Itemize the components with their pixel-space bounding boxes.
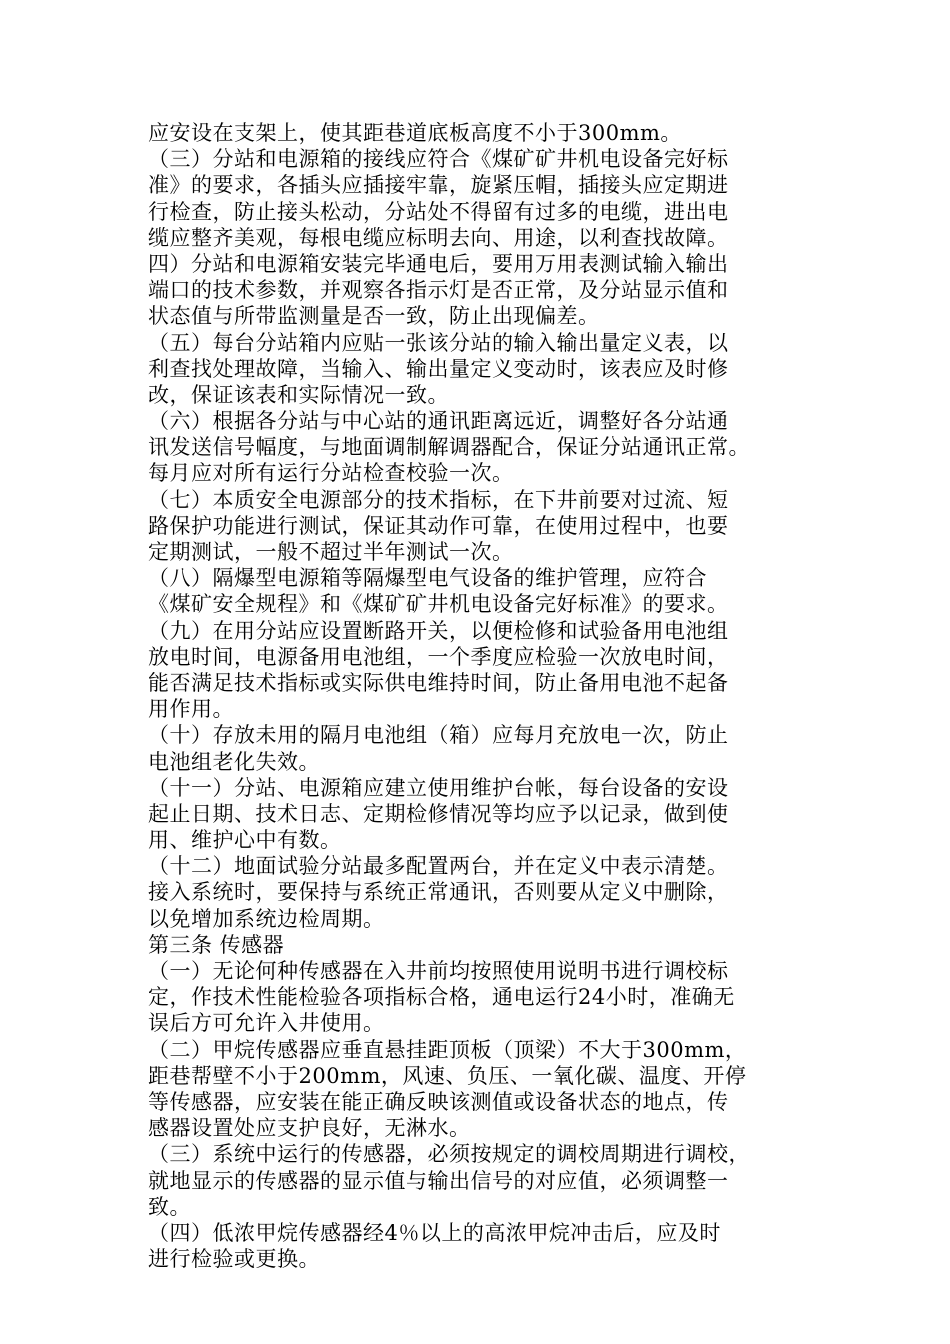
text-line: （五）每台分站箱内应贴一张该分站的输入输出量定义表，以 xyxy=(148,330,729,355)
text-line: 误后方可允许入井使用。 xyxy=(148,1011,385,1036)
text-line: 利查找处理故障，当输入、输出量定义变动时，该表应及时修 xyxy=(148,356,729,381)
text-line: 定期测试，一般不超过半年测试一次。 xyxy=(148,540,514,564)
text-line: 四）分站和电源箱安装完毕通电后，要用万用表测试输入输出 xyxy=(148,251,729,276)
text-line: （六）根据各分站与中心站的通讯距离远近，调整好各分站通 xyxy=(148,409,729,434)
text-line: （四）低浓甲烷传感器经4％以上的高浓甲烷冲击后，应及时 xyxy=(148,1220,721,1245)
text-line: （十）存放未用的隔月电池组（箱）应每月充放电一次，防止 xyxy=(148,723,729,748)
text-line: 应安设在支架上，使其距巷道底板高度不小于300mm。 xyxy=(148,121,682,145)
text-line: 电池组老化失效。 xyxy=(148,749,320,774)
text-line: 能否满足技术指标或实际供电维持时间，防止备用电池不起备 xyxy=(148,670,729,695)
text-line: 感器设置处应支护良好，无淋水。 xyxy=(148,1116,471,1141)
text-line: 《煤矿安全规程》和《煤矿矿井机电设备完好标准》的要求。 xyxy=(148,592,729,617)
text-line: 行检查，防止接头松动，分站处不得留有过多的电缆，进出电 xyxy=(148,199,729,224)
text-line: 用、维护心中有数。 xyxy=(148,828,342,853)
text-line: （九）在用分站应设置断路开关，以便检修和试验备用电池组 xyxy=(148,618,729,643)
text-line: 就地显示的传感器的显示值与输出信号的对应值，必须调整一 xyxy=(148,1168,729,1193)
text-line: 进行检验或更换。 xyxy=(148,1247,320,1272)
text-line: 距巷帮壁不小于200mm，风速、负压、一氧化碳、温度、开停 xyxy=(148,1063,747,1088)
text-line: （十二）地面试验分站最多配置两台，并在定义中表示清楚。 xyxy=(148,854,729,879)
text-line: 等传感器，应安装在能正确反映该测值或设备状态的地点，传 xyxy=(148,1089,729,1114)
text-line: 接入系统时，要保持与系统正常通讯，否则要从定义中删除， xyxy=(148,880,729,905)
text-line: （三）分站和电源箱的接线应符合《煤矿矿井机电设备完好标 xyxy=(148,147,729,172)
text-line: （七）本质安全电源部分的技术指标，在下井前要对过流、短 xyxy=(148,487,729,512)
section-heading: 第三条 传感器 xyxy=(148,932,285,957)
text-line: 状态值与所带监测量是否一致，防止出现偏差。 xyxy=(148,304,600,329)
text-line: （十一）分站、电源箱应建立使用维护台帐，每台设备的安设 xyxy=(148,775,729,800)
text-line: 定，作技术性能检验各项指标合格，通电运行24小时，准确无 xyxy=(148,985,735,1010)
text-line: 致。 xyxy=(148,1194,191,1219)
text-line: （三）系统中运行的传感器，必须按规定的调校周期进行调校， xyxy=(148,1142,750,1167)
text-line: 准》的要求，各插头应插接牢靠，旋紧压帽，插接头应定期进 xyxy=(148,173,729,198)
text-line: 缆应整齐美观，每根电缆应标明去向、用途，以利查找故障。 xyxy=(148,225,729,250)
text-line: 用作用。 xyxy=(148,697,234,722)
text-line: 改，保证该表和实际情况一致。 xyxy=(148,382,449,407)
text-line: 路保护功能进行测试，保证其动作可靠，在使用过程中，也要 xyxy=(148,513,729,538)
text-line: 端口的技术参数，并观察各指示灯是否正常，及分站显示值和 xyxy=(148,278,729,303)
text-line: 起止日期、技术日志、定期检修情况等均应予以记录，做到使 xyxy=(148,801,729,826)
text-line: （八）隔爆型电源箱等隔爆型电气设备的维护管理，应符合 xyxy=(148,566,707,591)
text-line: 讯发送信号幅度，与地面调制解调器配合，保证分站通讯正常。 xyxy=(148,435,750,460)
text-line: 放电时间，电源备用电池组，一个季度应检验一次放电时间， xyxy=(148,644,729,669)
text-line: （一）无论何种传感器在入井前均按照使用说明书进行调校标 xyxy=(148,959,729,983)
text-line: 每月应对所有运行分站检查校验一次。 xyxy=(148,461,514,486)
document-body xyxy=(148,120,818,1272)
text-line: （二）甲烷传感器应垂直悬挂距顶板（顶梁）不大于300mm， xyxy=(148,1037,747,1062)
text-line: 以免增加系统边检周期。 xyxy=(148,906,385,931)
